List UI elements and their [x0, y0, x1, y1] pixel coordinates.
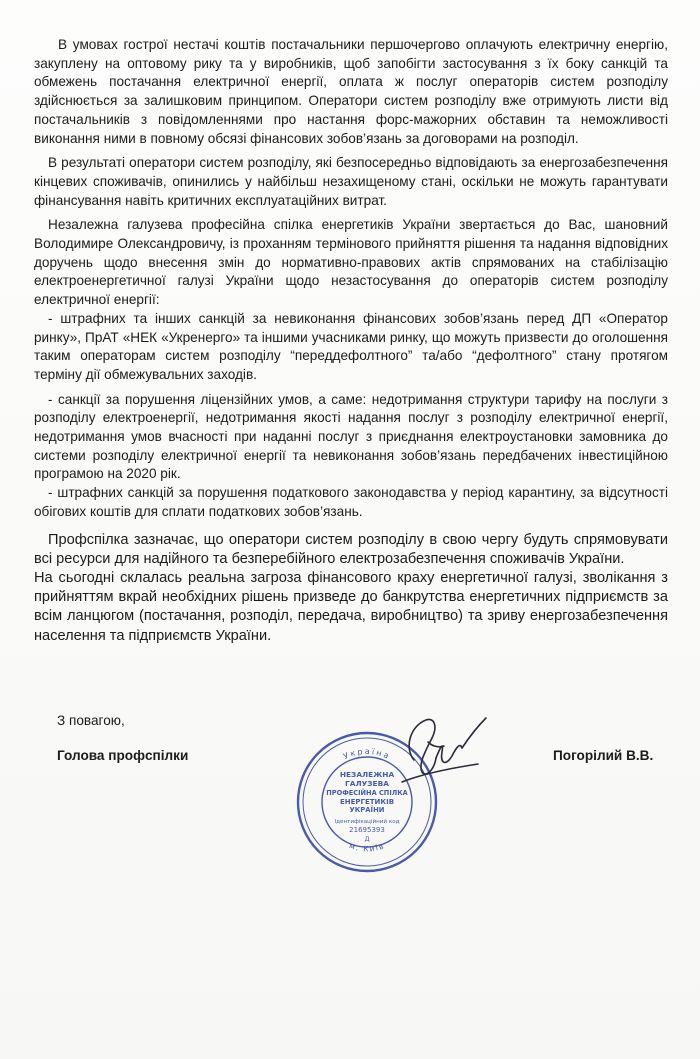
paragraph-supplier-payments: В умовах гострої нестачі коштів постачальники першочергово оплачують електричну енергію, закуплену на оптовому рику та у виробників, щоб запобігти застосування з їх боку санкцій та обмежень постачання електричної енергії, оплата ж послуг операторів систем розподілу здійснюється за залишковим принципом. Оператори систем розподілу вже отримують листи від постачальників з повідомленнями про настання форс-мажорних обставин та неможливості виконання ними в повному обсязі фінансових зобов’язань за договорами на розподіл.	[34, 37, 668, 146]
seal-line-3: ПРОФЕСІЙНА СПІЛКА	[326, 789, 408, 797]
paragraph-union-appeal: Незалежна галузева професійна спілка енергетиків України звертається до Вас, шановний Володимире Олександровичу, із проханням термінового прийняття рішення та надання відповідних доручень щодо внесення змін до нормативно-правових актів спрямованих на стабілізацію електроенергетичної галузі України щодо незастосування до операторів систем розподілу електричної енергії:	[34, 217, 668, 308]
seal-code-label: Ідентифікаційний код	[334, 819, 400, 825]
list-item-tax-sanctions: - штрафних санкцій за порушення податкового законодавства у період карантину, за відсутності обігових коштів для сплати податкових зобов’язань.	[34, 485, 668, 519]
letter-body	[34, 36, 668, 646]
seal-ring-bottom: м. Київ	[347, 841, 387, 854]
seal-code: 21695393	[349, 826, 385, 834]
seal-line-2: ГАЛУЗЕВА	[345, 779, 389, 788]
paragraph-union-notes: Профспілка зазначає, що оператори систем розподілу в свою чергу будуть спрямовувати всі ресурси для надійного та безперебійного електрозабезпечення споживачів України.	[34, 531, 668, 567]
seal-line-5: УКРАЇНИ	[349, 806, 385, 814]
seal-letter: Д	[364, 835, 370, 843]
paragraph-operators-status: В результаті оператори систем розподілу, які безпосередньо відповідають за енергозабезпечення кінцевих споживачів, опинились у найбільш незахищеному стані, оскільки не можуть гарантувати фінансування навіть критичних експлуатаційних витрат.	[34, 155, 668, 208]
signatory-name: Погорілий В.В.	[553, 748, 654, 763]
list-item-penalties: - штрафних та інших санкцій за невиконання фінансових зобов’язань перед ДП «Оператор ринку», ПрАТ «НЕК «Укренерго» та іншими учасниками ринку, що можуть призвести до оголошення таким операторам систем розподілу “переддефолтного” та/або “дефолтного” стану протягом терміну дії обмежувальних заходів.	[34, 310, 668, 382]
closing-phrase: З повагою,	[57, 713, 125, 728]
signature-title: Голова профспілки	[57, 748, 189, 763]
paragraph-crisis-threat: На сьогодні склалась реальна загроза фінансового краху енергетичної галузі, зволікання з прийняттям вкрай необхідних рішень призведе до банкрутства енергетичних підприємств за всім ланцюгом (постачання, розподіл, передача, виробництво) та зриву енергозабезпечення населення та підприємств України.	[34, 569, 668, 644]
handwritten-signature	[382, 712, 492, 794]
list-item-license-sanctions: - санкції за порушення ліцензійних умов, а саме: недотримання структури тарифу на послуги з розподілу електроенергії, недотримання якості надання послуг з розподілу електричної енергії, недотримання умов вчасності при наданні послуг з приєднання електроустановки замовника до системи розподілу електричної енергії та невиконання зобов’язань передбачених інвестиційною програмою на 2020 рік.	[34, 391, 668, 482]
seal-ring-top: Україна	[341, 746, 393, 762]
seal-line-4: ЕНЕРГЕТИКІВ	[339, 798, 395, 806]
svg-text:м. Київ	[348, 841, 386, 853]
seal-line-1: НЕЗАЛЕЖНА	[339, 770, 395, 779]
signature-graphic	[382, 712, 492, 794]
